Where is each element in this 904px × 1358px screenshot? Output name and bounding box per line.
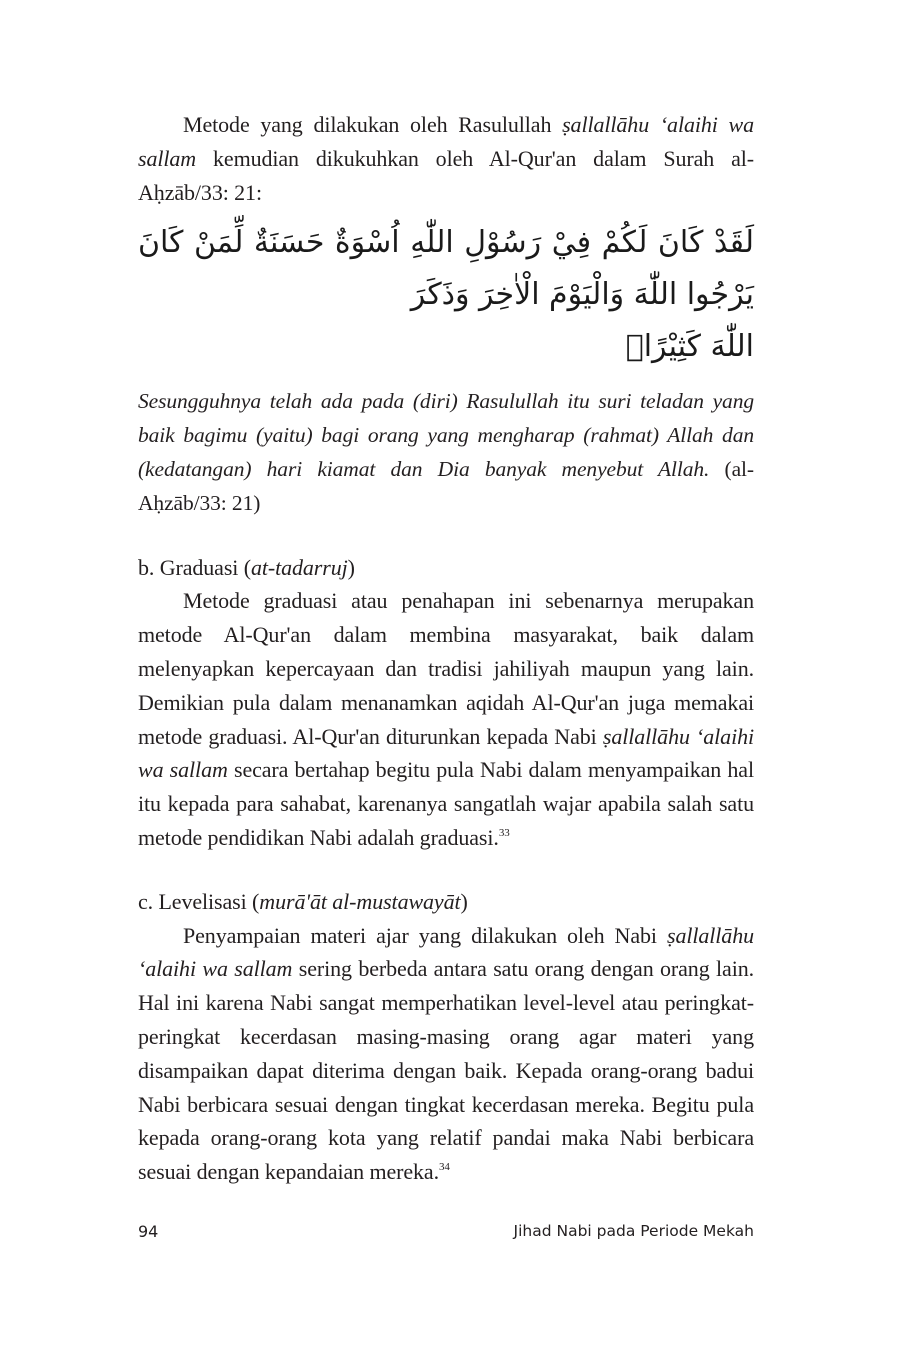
section-b-body-text-2: secara bertahap begitu pula Nabi dalam menyampaikan hal itu kepada para sahabat, karenanya sangatlah wajar apabila salah satu metode pendidikan Nabi adalah graduasi. xyxy=(138,757,754,850)
page-footer xyxy=(138,1222,754,1241)
section-b-heading-prefix: b. Graduasi ( xyxy=(138,554,251,580)
running-title: Jihad Nabi pada Periode Mekah xyxy=(513,1222,754,1240)
section-c-honorific-italic: ṣallallāhu ‘alaihi wa sallam xyxy=(138,922,754,982)
section-b-heading xyxy=(138,551,754,585)
section-c-heading xyxy=(138,885,754,919)
section-b-body-text-1: Metode graduasi atau penahapan ini sebenarnya merupakan metode Al-Qur'an dalam membina masyarakat, baik dalam melenyapkan kepercayaan dan tradisi jahiliyah maupun yang lain. Demikian pula dalam menanamkan aqidah Al-Qur'an juga memakai metode graduasi. Al-Qur'an diturunkan kepada Nabi xyxy=(138,588,754,749)
page-number: 94 xyxy=(138,1222,159,1241)
section-c-heading-italic: murā'āt al-mustawayāt xyxy=(259,888,461,914)
section-c-body xyxy=(138,919,754,1189)
verse-translation xyxy=(138,385,754,520)
section-c-heading-suffix: ) xyxy=(460,888,468,914)
intro-text-1: Metode yang dilakukan oleh Rasulullah xyxy=(183,112,563,137)
intro-text-2: kemudian dikukuhkan oleh Al-Qur'an dalam Surah al-Aḥzāb/33: 21: xyxy=(138,145,754,205)
section-b-body xyxy=(138,584,754,854)
section-b-heading-suffix: ) xyxy=(347,554,355,580)
honorific-italic: ṣallallāhu ‘alaihi wa sallam xyxy=(138,112,754,171)
arabic-verse-line-2: اللّٰهَ كَثِيْرًاۗ xyxy=(625,329,754,365)
section-c-body-text-2: sering berbeda antara satu orang dengan orang lain. Hal ini karena Nabi sangat memperhatikan level-level atau peringkat-peringkat kecerdasan masing-masing orang agar materi yang disampaikan dapat diterima dengan baik. Kepada orang-orang badui Nabi berbicara sesuai dengan tingkat kecerdasan mereka. Begitu pula kepada orang-orang kota yang relatif pandai maka Nabi berbicara sesuai dengan kepandaian mereka. xyxy=(138,956,755,1185)
footnote-marker-33[interactable]: 33 xyxy=(498,826,510,839)
translation-italic: Sesungguhnya telah ada pada (diri) Rasulullah itu suri teladan yang baik bagimu (yaitu) bagi orang yang mengharap (rahmat) Allah dan (kedatangan) hari kiamat dan Dia banyak menyebut Allah. xyxy=(138,389,754,481)
verse-reference: (al-Aḥzāb/33: 21) xyxy=(138,456,754,515)
section-b-honorific-italic: ṣallallāhu ‘alaihi wa sallam xyxy=(138,723,755,783)
section-c-heading-prefix: c. Levelisasi ( xyxy=(138,888,260,914)
intro-paragraph xyxy=(138,108,754,209)
footnote-marker-34[interactable]: 34 xyxy=(439,1161,450,1174)
arabic-verse xyxy=(138,217,754,373)
arabic-verse-line-1: لَقَدْ كَانَ لَكُمْ فِيْ رَسُوْلِ اللّٰهِ اُسْوَةٌ حَسَنَةٌ لِّمَنْ كَانَ يَرْجُوا اللّٰهَ وَالْيَوْمَ الْاٰخِرَ وَذَكَرَ xyxy=(138,225,754,313)
section-c-body-text-1: Penyampaian materi ajar yang dilakukan oleh Nabi xyxy=(183,922,667,948)
page-content xyxy=(138,108,754,1189)
section-b-heading-italic: at-tadarruj xyxy=(250,554,348,580)
